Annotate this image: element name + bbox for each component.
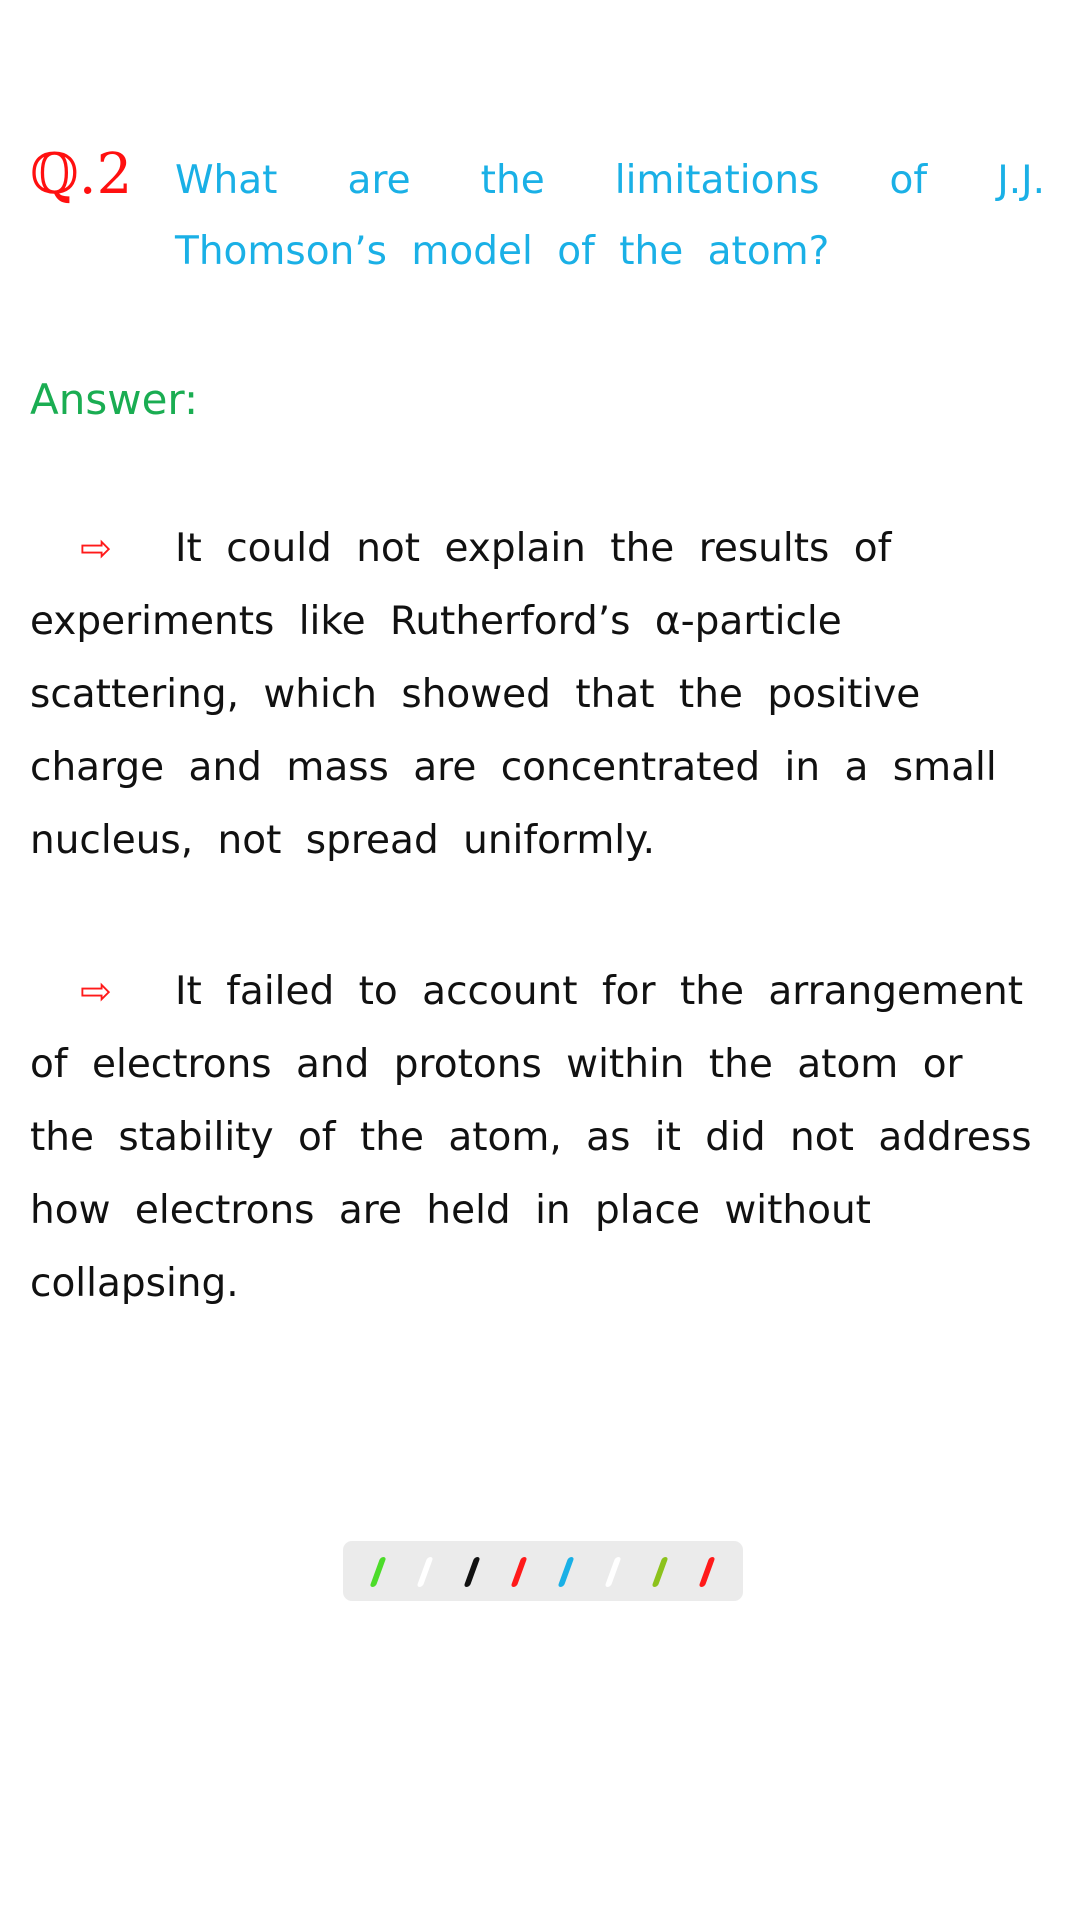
right-arrow-outline-icon: ⇨ — [80, 526, 112, 570]
pen-color-3[interactable] — [464, 1557, 481, 1587]
right-arrow-outline-icon: ⇨ — [80, 969, 112, 1013]
answer-point-2 — [30, 955, 1040, 1320]
pen-color-palette — [343, 1541, 743, 1601]
pen-color-2[interactable] — [417, 1557, 434, 1587]
answer-point-text: It failed to account for the arrangement of electrons and protons within the atom or the stability of the atom, as it did not address how electrons are held in place without collapsing. — [30, 969, 1032, 1306]
pen-color-1[interactable] — [370, 1557, 387, 1587]
pen-color-4[interactable] — [511, 1557, 528, 1587]
answer-point-1 — [30, 512, 1040, 877]
pen-color-5[interactable] — [558, 1557, 575, 1587]
pen-color-7[interactable] — [652, 1557, 669, 1587]
answer-point-text: It could not explain the results of experiments like Rutherford’s α-particle scattering, which showed that the positive charge and mass are concentrated in a small nucleus, not spread uniformly. — [30, 526, 997, 863]
answer-label: Answer: — [30, 375, 199, 424]
question-text: What are the limitations of J.J. Thomson’s model of the atom? — [175, 158, 1045, 274]
question-number: ℚ.2 — [30, 142, 133, 207]
pen-color-8[interactable] — [699, 1557, 716, 1587]
pen-color-6[interactable] — [605, 1557, 622, 1587]
